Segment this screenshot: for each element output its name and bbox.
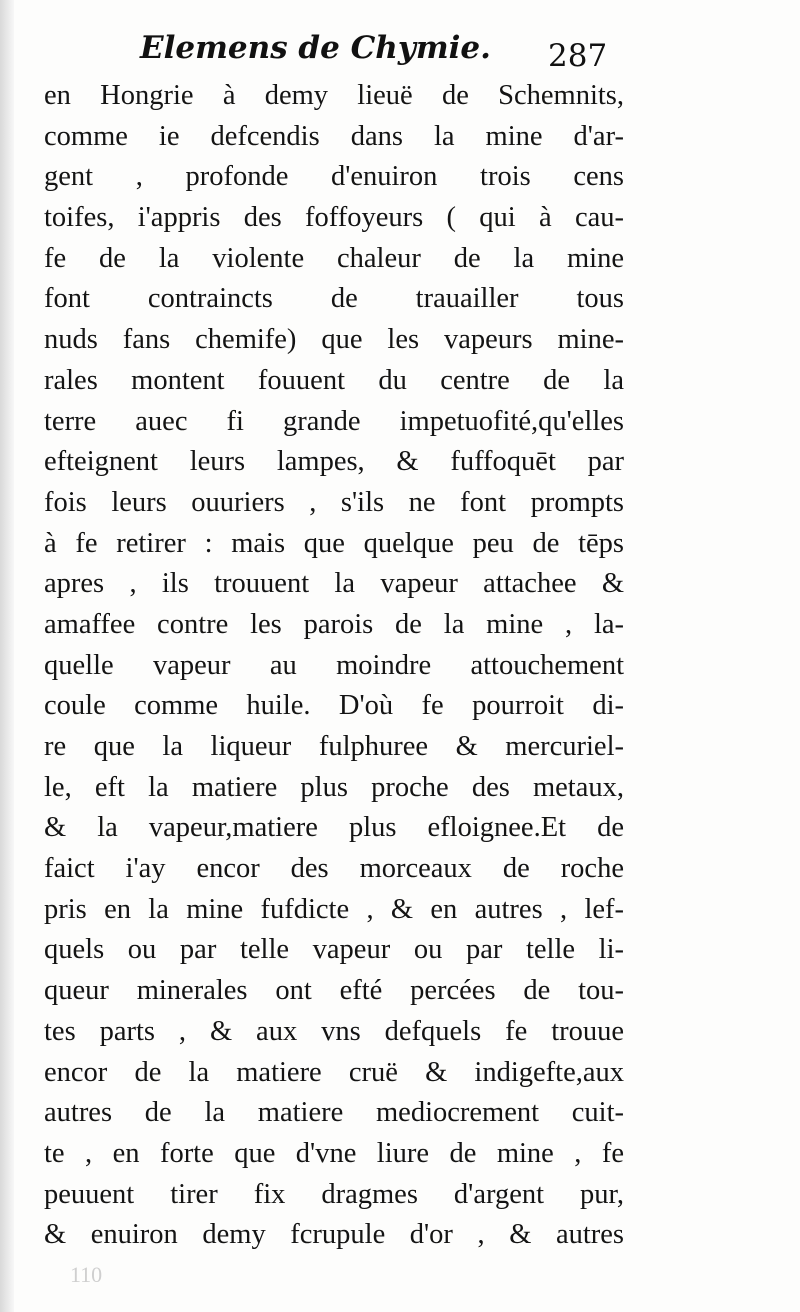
bleed-through-text: 110 xyxy=(70,1262,103,1287)
page-number: 287 xyxy=(548,38,608,74)
text-line: amaffee contre les parois de la mine , la- xyxy=(44,608,624,640)
text-line: à fe retirer : mais que quelque peu de tēps xyxy=(44,527,624,559)
text-line: font contraincts de trauailler tous xyxy=(44,283,624,315)
text-line: autres de la matiere mediocrement cuit- xyxy=(44,1097,624,1129)
text-line: re que la liqueur fulphuree & mercuriel- xyxy=(44,731,624,762)
text-line: & la vapeur,matiere plus efloignee.Et de xyxy=(44,812,624,844)
text-line: pris en la mine fufdicte , & en autres , lef- xyxy=(44,893,624,925)
text-line: apres , ils trouuent la vapeur attachee & xyxy=(44,568,624,600)
text-line: toifes, i'appris des foffoyeurs ( qui à cau- xyxy=(44,202,624,234)
text-line: fois leurs ouuriers , s'ils ne font prompts xyxy=(44,486,624,518)
body-text xyxy=(44,76,624,1256)
text-line: quels ou par telle vapeur ou par telle li- xyxy=(44,934,624,966)
text-line: le, eft la matiere plus proche des metaux, xyxy=(44,771,624,803)
text-line: rales montent fouuent du centre de la xyxy=(44,364,624,396)
text-line: coule comme huile. D'où fe pourroit di- xyxy=(44,690,624,722)
text-line: encor de la matiere cruë & indigefte,aux xyxy=(44,1056,624,1088)
text-line: fe de la violente chaleur de la mine xyxy=(44,242,624,274)
text-line: quelle vapeur au moindre attouchement xyxy=(44,649,624,681)
text-line: gent , profonde d'enuiron trois cens xyxy=(44,161,624,193)
running-title: Elemens de Chymie. xyxy=(140,30,491,66)
text-line: terre auec fi grande impetuofité,qu'elles xyxy=(44,405,624,437)
text-line: nuds fans chemife) que les vapeurs mine- xyxy=(44,324,624,356)
text-line: comme ie defcendis dans la mine d'ar- xyxy=(44,120,624,152)
text-line: peuuent tirer fix dragmes d'argent pur, xyxy=(44,1178,624,1210)
text-line: efteignent leurs lampes, & fuffoquēt par xyxy=(44,446,624,478)
text-line: & enuiron demy fcrupule d'or , & autres xyxy=(44,1219,624,1251)
text-line: faict i'ay encor des morceaux de roche xyxy=(44,853,624,885)
text-line: tes parts , & aux vns defquels fe trouue xyxy=(44,1015,624,1047)
text-line: en Hongrie à demy lieuë de Schemnits, xyxy=(44,80,624,111)
page-gutter-shadow xyxy=(0,0,14,1312)
text-line: te , en forte que d'vne liure de mine , fe xyxy=(44,1137,624,1169)
text-line: queur minerales ont efté percées de tou- xyxy=(44,975,624,1007)
